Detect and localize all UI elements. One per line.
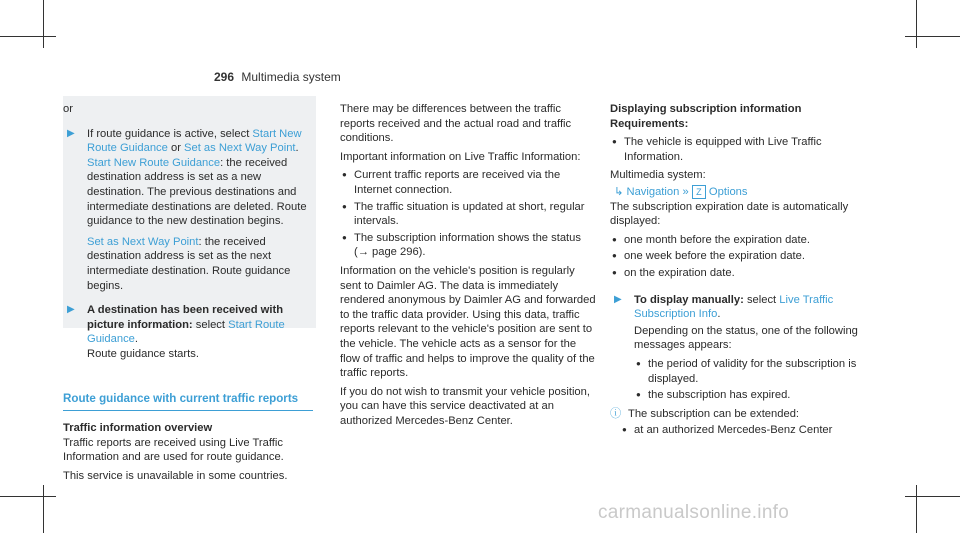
paragraph: The subscription expiration date is automatically displayed:: [610, 200, 849, 228]
list-item: ● The subscription information shows the status (→ page 296).: [342, 231, 581, 259]
column-2: [340, 102, 598, 432]
list-item: ● on the expiration date.: [612, 266, 735, 279]
bullet-icon: ●: [342, 201, 347, 211]
start-new-route-guidance-link[interactable]: Start New Route Guidance: [87, 127, 302, 155]
or-text: or: [63, 103, 73, 115]
bullet-icon: ●: [622, 425, 627, 435]
live-traffic-subscription-info-link[interactable]: Live Traffic Subscription Info: [634, 293, 834, 321]
z-icon: Z: [692, 185, 706, 199]
crop-mark: [916, 485, 917, 533]
page-header: [214, 70, 341, 85]
paragraph: There may be differences between the traffic reports received and the actual road and traffic conditions.: [340, 103, 572, 145]
messages-list: [634, 357, 875, 403]
route-guidance-starts: Route guidance starts.: [87, 347, 199, 360]
note-list: [610, 423, 875, 438]
list-item: ● The vehicle is equipped with Live Traffic Information.: [612, 136, 822, 163]
set-as-next-way-point-link[interactable]: Set as Next Way Point: [184, 142, 296, 155]
overview-title: Traffic information overview: [63, 422, 213, 435]
bullet-icon: ●: [636, 390, 641, 400]
crop-mark: [905, 36, 960, 37]
step-arrow-icon: ▶: [614, 293, 622, 305]
page-title: Multimedia system: [241, 70, 341, 84]
bullet-icon: ●: [342, 170, 347, 180]
double-chevron-icon: »: [682, 185, 689, 198]
step-arrow-icon: ▶: [67, 304, 75, 316]
subscription-title: Displaying subscription information: [610, 103, 802, 115]
watermark: carmanualsonline.info: [598, 502, 790, 523]
bullet-icon: ●: [612, 137, 617, 147]
bullet-icon: ●: [612, 251, 617, 261]
bullet-icon: ●: [342, 232, 347, 242]
list-item: ● one month before the expiration date.: [612, 233, 810, 246]
step-arrow-icon: ▶: [67, 127, 75, 139]
list-item: ● Current traffic reports are received via the Internet connection.: [342, 169, 561, 196]
path-label: Multimedia system:: [610, 169, 706, 182]
requirements-label: Requirements:: [610, 117, 689, 130]
list-item: ● the period of validity for the subscription is displayed.: [636, 357, 857, 385]
crop-mark: [43, 485, 44, 533]
crop-mark: [0, 36, 56, 37]
note: ⓘ The subscription can be extended:: [610, 407, 800, 420]
bullet-icon: ●: [636, 358, 641, 368]
info-list: [340, 168, 598, 260]
step-1: ▶ If route guidance is active, select Start New Route Guidance or Set as Next Way Point. Start New Route Guidance: the received destination address is set as a new destination. The previous destinations and intermediate destinations are deleted. Route guidance to the new destination begins. Set as Next Way Point: the received destination address is set as the next intermediate destination. Route guidance begins.: [67, 127, 307, 292]
bullet-icon: ●: [612, 267, 617, 277]
bullet-icon: ●: [612, 234, 617, 244]
section-title: Route guidance with current traffic reports: [63, 392, 313, 412]
info-icon: ⓘ: [610, 407, 622, 420]
requirements-list: [610, 135, 875, 164]
crop-mark: [43, 0, 44, 48]
navigation-link[interactable]: Navigation: [626, 185, 680, 198]
unavailable-text: This service is unavailable in some countries.: [63, 469, 288, 482]
picture-info-heading: A destination has been received with picture information:: [87, 304, 284, 331]
options-link[interactable]: Options: [708, 185, 748, 198]
step-display-manually: ▶ To display manually: select Live Traffic Subscription Info. Depending on the status, one of the following messages appears: ● the period of validity for the subscription is displayed. ● the subscription has expired.: [610, 293, 875, 403]
crop-mark: [0, 496, 56, 497]
step-2: ▶ A destination has been received with picture information: select Start Route Guidance. Route guidance starts.: [63, 303, 315, 361]
set-as-next-way-point-term[interactable]: Set as Next Way Point: [87, 235, 199, 248]
paragraph: If you do not wish to transmit your vehicle position, you can have this service deactivated at an authorized Mercedes-Benz Center.: [340, 385, 590, 427]
start-new-route-guidance-term[interactable]: Start New Route Guidance: [87, 156, 221, 169]
list-item: ● the subscription has expired.: [636, 389, 791, 402]
column-3: [610, 102, 875, 442]
return-arrow-icon: ↳: [614, 185, 624, 198]
paragraph: Depending on the status, one of the following messages appears:: [634, 324, 858, 352]
overview-text: Traffic reports are received using Live Traffic Information and are used for route guidance.: [63, 436, 284, 464]
start-route-guidance-link[interactable]: Start Route Guidance: [87, 318, 285, 346]
list-item: ● one week before the expiration date.: [612, 250, 805, 263]
start-new-route-guidance-desc: : the received destination address is set as a new destination. The previous destinations and intermediate destinations are deleted. Route guidance to the new destination begins.: [87, 156, 307, 228]
menu-path: [610, 185, 875, 200]
column-1: [63, 102, 315, 487]
list-item: ● The traffic situation is updated at short, regular intervals.: [342, 200, 585, 228]
list-item: ● at an authorized Mercedes-Benz Center: [622, 424, 833, 437]
page-number: 296: [214, 70, 235, 84]
set-as-next-way-point-desc: : the received destination address is set as the next intermediate destination. Route guidance begins.: [87, 235, 291, 292]
paragraph: Information on the vehicle's position is regularly sent to Daimler AG. The data is immediately rendered anonymous by Daimler AG and forwarded to the traffic data provider. Using this data, traffic reports relevant to the vehicle's position are sent to the vehicle. The vehicle acts as a sensor for the flow of traffic and helps to improve the quality of the traffic reports.: [340, 264, 596, 380]
crop-mark: [916, 0, 917, 48]
expiration-list: [610, 233, 875, 281]
paragraph: Important information on Live Traffic Information:: [340, 150, 581, 163]
crop-mark: [905, 496, 960, 497]
